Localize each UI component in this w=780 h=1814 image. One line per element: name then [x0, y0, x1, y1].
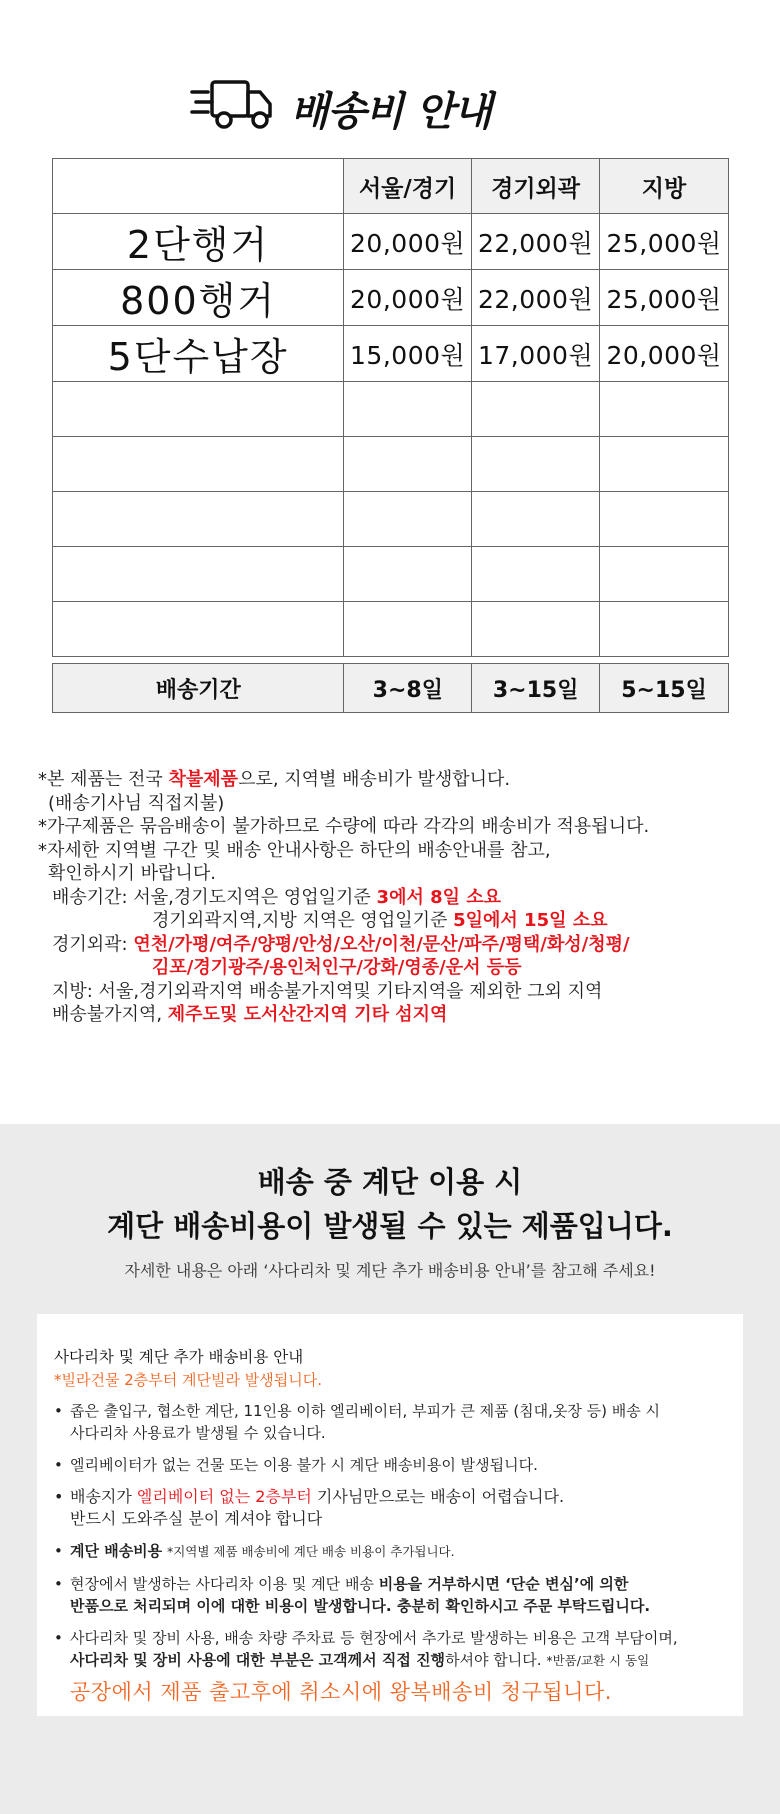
- note-line: 지방: 서울,경기외곽지역 배송불가지역및 기타지역을 제외한 그외 지역: [52, 980, 603, 1002]
- period-cell: 3~8일: [344, 664, 472, 713]
- column-header: 경기외곽: [472, 159, 600, 214]
- price-cell: 25,000원: [600, 214, 729, 270]
- villa-notice: *빌라건물 2층부터 계단빌라 발생됩니다.: [54, 1371, 322, 1389]
- table-row: [53, 214, 729, 270]
- note-line: *가구제품은 묶음배송이 불가하므로 수량에 따라 각각의 배송비가 적용됩니다.: [38, 816, 650, 837]
- stairs-subtitle: 자세한 내용은 아래 ‘사다리차 및 계단 추가 배송비용 안내’를 참고해 주세요!: [124, 1261, 656, 1280]
- price-cell: 15,000원: [344, 326, 472, 382]
- period-cell: 5~15일: [600, 664, 729, 713]
- note-line: 배송기간: 서울,경기도지역은 영업일기준 3에서 8일 소요: [52, 886, 502, 908]
- stairs-title: 계단 배송비용이 발생될 수 있는 제품입니다.: [107, 1209, 673, 1243]
- empty-row: [53, 602, 729, 657]
- shipping-rate-table: [52, 158, 729, 657]
- list-item: • 사다리차 및 장비 사용, 배송 차량 주차료 등 현장에서 추가로 발생하는 비용은 고객 부담이며, 사다리차 및 장비 사용에 대한 부분은 고객께서 직접 진행하셔야 합니다. *반품/교환 시 동일: [54, 1627, 734, 1672]
- period-cell: 3~15일: [472, 664, 600, 713]
- price-cell: 20,000원: [344, 270, 472, 326]
- note-line: *본 제품는 전국 착불제품으로, 지역별 배송비가 발생합니다.: [38, 769, 511, 790]
- list-item: • 엘리베이터가 없는 건물 또는 이용 불가 시 계단 배송비용이 발생됩니다.: [54, 1454, 734, 1476]
- product-name: 2단행거: [53, 214, 344, 270]
- list-item: • 배송지가 엘리베이터 없는 2층부터 기사님만으로는 배송이 어렵습니다. 반드시 도와주실 분이 계셔야 합니다: [54, 1486, 734, 1530]
- price-cell: 20,000원: [344, 214, 472, 270]
- table-header-row: [53, 159, 729, 214]
- note-line: *자세한 지역별 구간 및 배송 안내사항은 하단의 배송안내를 참고,: [38, 839, 551, 861]
- delivery-truck-icon: [190, 76, 276, 132]
- empty-row: [53, 547, 729, 602]
- empty-row: [53, 492, 729, 547]
- stairs-title: 배송 중 계단 이용 시: [257, 1165, 523, 1199]
- delivery-period-table: [52, 663, 729, 713]
- price-cell: 25,000원: [600, 270, 729, 326]
- table-row: [53, 326, 729, 382]
- page-title: 배송비 안내: [290, 89, 492, 135]
- note-line: 확인하시기 바랍니다.: [48, 863, 216, 884]
- note-line: 김포/경기광주/용인처인구/강화/영종/운서 등등: [152, 957, 522, 978]
- empty-row: [53, 437, 729, 492]
- price-cell: 22,000원: [472, 270, 600, 326]
- product-name: 800행거: [53, 270, 344, 326]
- table-corner-cell: [53, 159, 344, 214]
- list-item: • 현장에서 발생하는 사다리차 이용 및 계단 배송 비용을 거부하시면 ‘단순 변심’에 의한 반품으로 처리되며 이에 대한 비용이 발생합니다. 충분히 확인하시고 주문 부탁드립니다.: [54, 1573, 734, 1617]
- column-header: 지방: [600, 159, 729, 214]
- card-title: 사다리차 및 계단 추가 배송비용 안내: [54, 1348, 304, 1366]
- note-line: 배송불가지역, 제주도및 도서산간지역 기타 섬지역: [52, 1004, 448, 1025]
- period-row: [53, 664, 729, 713]
- note-line: (배송기사님 직접지불): [48, 792, 225, 814]
- note-line: 경기외곽지역,지방 지역은 영업일기준 5일에서 15일 소요: [152, 910, 608, 931]
- table-row: [53, 270, 729, 326]
- list-item: • 좁은 출입구, 협소한 계단, 11인용 이하 엘리베이터, 부피가 큰 제품 (침대,옷장 등) 배송 시 사다리차 사용료가 발생될 수 있습니다.: [54, 1400, 734, 1444]
- price-cell: 20,000원: [600, 326, 729, 382]
- price-cell: 17,000원: [472, 326, 600, 382]
- empty-row: [53, 382, 729, 437]
- period-label: 배송기간: [53, 664, 344, 713]
- note-line: 경기외곽: 연천/가평/여주/양평/안성/오산/이천/문산/파주/평택/화성/청평/: [52, 933, 630, 955]
- price-cell: 22,000원: [472, 214, 600, 270]
- column-header: 서울/경기: [344, 159, 472, 214]
- cancellation-notice: 공장에서 제품 출고후에 취소시에 왕복배송비 청구됩니다.: [70, 1680, 612, 1704]
- shipping-notes: [38, 768, 768, 1027]
- list-item: • 계단 배송비용 *지역별 제품 배송비에 계단 배송 비용이 추가됩니다.: [54, 1540, 734, 1563]
- ladder-stairs-info-card: [37, 1314, 743, 1716]
- product-name: 5단수납장: [53, 326, 344, 382]
- delivery-fee-header: [0, 70, 780, 140]
